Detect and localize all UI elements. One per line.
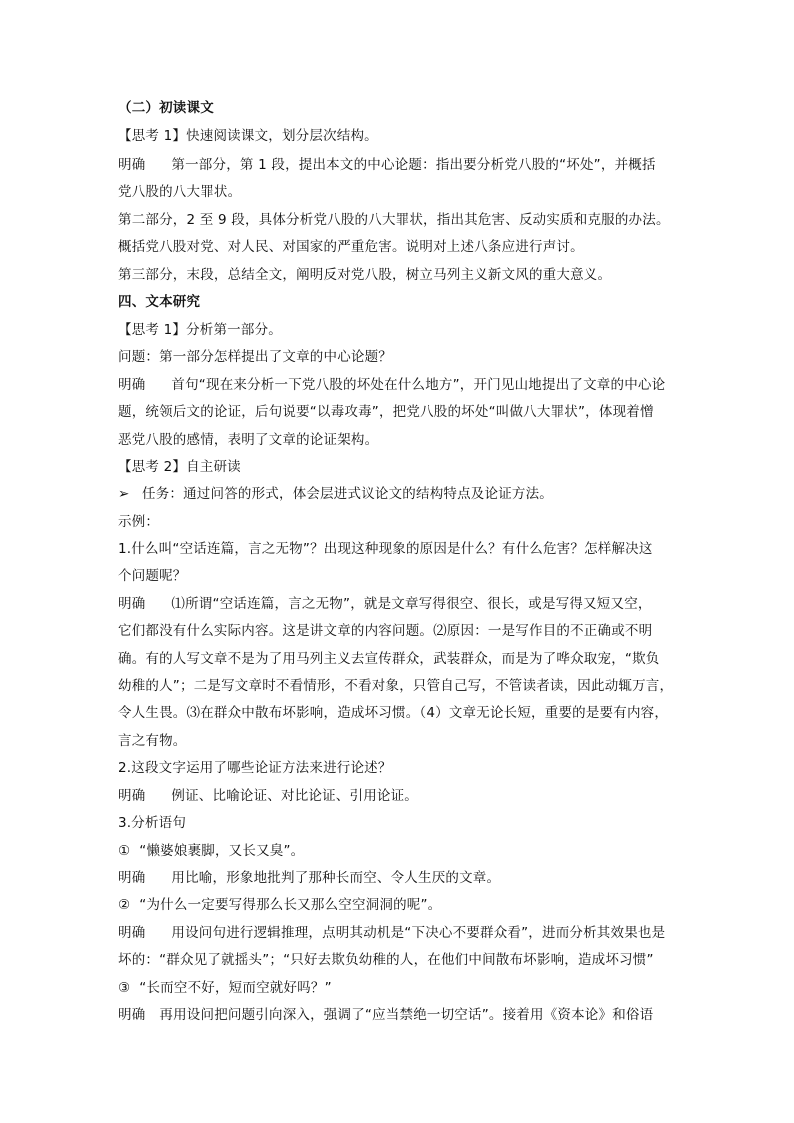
paragraph: 第二部分，2 至 9 段，具体分析党八股的八大罪状，指出其危害、反动实质和克服的办法。 <box>118 212 670 228</box>
answer-text: 例证、比喻论证、对比论证、引用论证。 <box>171 788 419 804</box>
answer-text: 确。有的人写文章不是为了用马列主义去宣传群众，武装群众，而是为了哗众取宠，“欺负 <box>118 651 660 667</box>
answer-line <box>118 866 500 886</box>
question-line: 问题：第一部分怎样提出了文章的中心论题？ <box>118 349 392 365</box>
answer-text: ⑴所谓“空话连篇，言之无物”，就是文章写得很空、很长，或是写得又短又空， <box>171 596 652 612</box>
answer-text: 它们都没有什么实际内容。这是讲文章的内容问题。⑵原因：一是写作目的不正确或不明 <box>118 623 653 639</box>
answer-line <box>118 592 652 612</box>
answer-label: 明确 <box>118 596 146 612</box>
answer-label: 明确 <box>118 1007 146 1023</box>
answer-text: 令人生畏。⑶在群众中散布坏影响，造成坏习惯。（4）文章无论长短，重要的是要有内容， <box>118 705 669 721</box>
example-question: 个问题呢？ <box>118 568 187 584</box>
think-1-prompt: 【思考 1】快速阅读课文，划分层次结构。 <box>118 128 378 144</box>
paragraph: 概括党八股对党、对人民、对国家的严重危害。说明对上述八条应进行声讨。 <box>118 239 584 255</box>
task-text: 任务：通过问答的形式，体会层进式议论文的结构特点及论证方法。 <box>142 486 553 502</box>
section-heading-first-reading: （二）初读课文 <box>118 100 214 116</box>
answer-text: 幼稚的人”；二是写文章时不看情形，不看对象，只管自己写，不管读者读，因此动辄万言， <box>118 678 674 694</box>
answer-line <box>118 921 665 941</box>
answer-text: 题，统领后文的论证，后句说要“以毒攻毒”，把党八股的坏处“叫做八大罪状”，体现着憎 <box>118 404 654 420</box>
section-heading-text-study: 四、文本研究 <box>118 294 201 310</box>
answer-text: 坏的：“群众见了就摇头”；“只好去欺负幼稚的人，在他们中间散布坏影响，造成坏习惯” <box>118 952 654 968</box>
answer-text: 恶党八股的感情，表明了文章的论证架构。 <box>118 432 379 448</box>
task-line <box>118 482 553 502</box>
answer-label: 明确 <box>118 925 146 941</box>
answer-label: 明确 <box>118 788 146 804</box>
answer-line <box>118 373 665 393</box>
quoted-sentence: ② “为什么一定要写得那么长又那么空空洞洞的呢”。 <box>118 897 442 913</box>
answer-line <box>118 784 418 804</box>
answer-line <box>118 1003 653 1023</box>
quoted-sentence: ① “懒婆娘裹脚，又长又臭”。 <box>118 843 305 859</box>
example-question: 3.分析语句 <box>118 815 187 831</box>
answer-text: 言之有物。 <box>118 733 187 749</box>
answer-label: 明确 <box>118 377 146 393</box>
answer-text: 用设问句进行逻辑推理，点明其动机是“下决心不要群众看”，进而分析其效果也是 <box>171 925 666 941</box>
example-question: 2.这段文字运用了哪些论证方法来进行论述？ <box>118 760 392 776</box>
answer-line <box>118 153 656 173</box>
answer-text: 第一部分，第 1 段，提出本文的中心论题：指出要分析党八股的“坏处”，并概括 <box>171 157 656 173</box>
answer-text: 再用设问把问题引向深入，强调了“应当禁绝一切空话”。接着用《资本论》和俗语 <box>159 1007 654 1023</box>
answer-text: 用比喻，形象地批判了那种长而空、令人生厌的文章。 <box>171 870 501 886</box>
answer-label: 明确 <box>118 870 146 886</box>
example-question: 1.什么叫“空话连篇，言之无物”？出现这种现象的原因是什么？有什么危害？怎样解决这 <box>118 541 653 557</box>
answer-text: 首句“现在来分析一下党八股的坏处在什么地方”，开门见山地提出了文章的中心论 <box>171 377 666 393</box>
think-1-prompt: 【思考 1】分析第一部分。 <box>118 322 282 338</box>
answer-label: 明确 <box>118 157 146 173</box>
answer-text: 党八股的八大罪状。 <box>118 184 242 200</box>
example-label: 示例： <box>118 514 160 530</box>
paragraph: 第三部分，末段，总结全文，阐明反对党八股，树立马列主义新文风的重大意义。 <box>118 267 612 283</box>
think-2-prompt: 【思考 2】自主研读 <box>118 459 241 475</box>
quoted-sentence: ③ “长而空不好，短而空就好吗？” <box>118 980 332 996</box>
arrow-bullet-icon: ➢ <box>118 486 130 502</box>
